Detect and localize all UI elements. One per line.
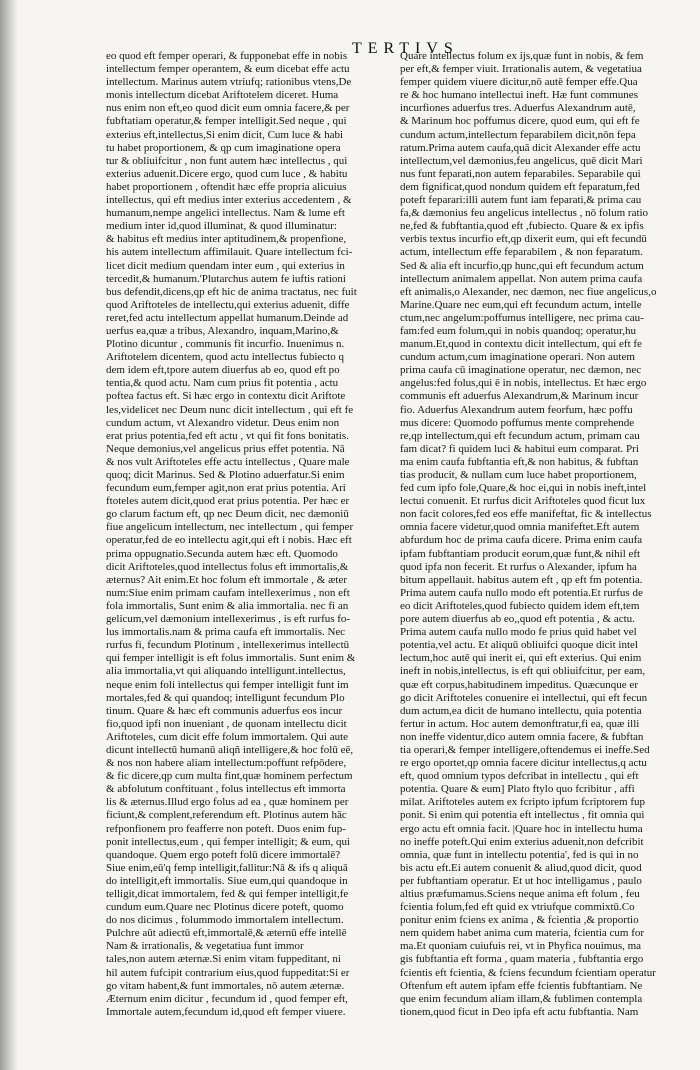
text-line: potentia. Quare & eum] Plato ftylo quo fcribitur , affi [400, 783, 635, 796]
text-line: intellectus, qui eft medius inter exterius accedentem , & [106, 194, 352, 207]
text-line: fio,quod ipfi non inueniant , de quonam intellectu dicit [106, 717, 347, 730]
text-line: cundum actum,intellectum feparabilem dicit,nōn fepa [400, 128, 636, 141]
text-line: bis actu eft.Ei autem conuenit & aliud,quod dicit, quod [400, 861, 642, 874]
text-line: quæ eft corpus,habitudinem impeditus. Quæcunque er [400, 678, 638, 691]
text-line: poteft feparari:illi autem funt iam feparati,& prima cau [400, 194, 642, 207]
text-line: hil autem fufcipit contrarium eius,quod fuppeditat:Si er [106, 966, 350, 979]
text-line: go vitam habent,& funt immortales, nō autem æternæ. [106, 979, 345, 992]
text-line: habet proportionem , oftendit hæc effe propria alicuius [106, 180, 347, 193]
text-line: fecundum eum,femper agit,non erat prius potentia. Ari [106, 482, 346, 495]
text-line: tias producit, & nullam cum luce habet proportionem, [400, 469, 637, 481]
text-line: mortales,fed & qui quandoq; intelligunt fecundum Plo [106, 691, 345, 704]
text-line: fubftatiam operatur,& femper intelligit.Sed neque , qui [106, 115, 347, 128]
text-line: tercedit,& humanum.'Plutarchus autem fe iuftis rationi [106, 272, 346, 285]
text-line: angelus:fed folus,qui ē in nobis, intellectus. Et hæc ergo [400, 377, 647, 390]
text-line: eft animalis,o Alexander, nec dæmon, nec fiue angelicus,o [400, 285, 657, 298]
text-line: ne,fed & fubftantia,quod eft ,fubiecto. Quare & ex ipfis [400, 220, 644, 233]
text-line: num:Siue enim primam caufam intellexerimus , non eft [106, 586, 350, 599]
text-line: nem quidem habet anima cum materia, fcientia cum for [400, 927, 645, 940]
text-line: exterius aduenit.Dicere ergo, quod cum luce , & habitu [106, 167, 348, 180]
text-line: & habitus eft medius inter aptitudinem,& propenfione, [106, 233, 347, 246]
text-line: Nam & irrationalis, & vegetatiua funt immor [106, 940, 304, 953]
text-line: pore autem diuerfus ab eo,,quod eft potentia , & actu. [400, 613, 635, 626]
text-line: qui femper intelligit is eft folus immortalis. Sunt enim & [106, 652, 356, 665]
text-line: verbis textus incurfio eft,qp dixerit eum, qui eft fecundū [400, 233, 647, 246]
text-line: lis & æternus.Illud ergo folus ad ea , quæ hominem per [106, 796, 349, 809]
text-line: incurfiones aduerfus tres. Aduerfus Alexandrum autē, [400, 102, 636, 115]
text-line: & abfolutum conftituant , folus intellectus eft immorta [106, 783, 346, 796]
text-line: lectum,hoc autē qui inerit ei, qui eft exterius. Qui enim [400, 652, 642, 665]
text-line: tia operari,& femper intelligere,oftendemus ei ineffe.Sed [400, 743, 650, 756]
text-line: potentia,vel actu. Et aliquū obliuifci quoque dicit intel [400, 639, 638, 652]
text-line: re,qp intellectum,qui eft fecundum actum, primam cau [400, 429, 640, 442]
text-line: ponitur enim fciens ex anima , & fcientia ,& proportio [400, 914, 639, 927]
text-line: & nos non habere aliam intellectum:poffunt refpōdere, [106, 757, 347, 770]
text-line: quandoque. Quem ergo poteft folū dicere immortalē? [106, 848, 341, 861]
text-line: lectui conuenit. Et rurfus dicit Ariftoteles quod ficut lux [400, 495, 646, 508]
text-line: quod ipfa non fecerit. Et rurfus o Alexander, ipfum ha [400, 560, 637, 573]
text-line: ftoteles autem dicit,quod erat prius potentia. Per hæc er [106, 495, 350, 508]
text-line: ineft in nobis,intellectus, is eft qui obliuifcitur, per eam, [400, 665, 646, 678]
text-line: eo quod eft femper operari, & fupponebat effe in nobis [106, 50, 348, 62]
text-line: nus enim non eft,eo quod dicit eum omnia facere,& per [106, 102, 350, 115]
text-line: re & hoc humano intellectui ineft. Hæ funt communes [400, 89, 638, 102]
text-line: rurfus fi, fecundum Plotinum , intellexerimus intellectū [106, 639, 350, 652]
text-line: his autem intellectum affimilauit. Quare intellectum fci- [106, 246, 353, 259]
text-line: bus defendit,dicens,qp eft hic de anima tractatus, nec fuit [106, 285, 357, 298]
text-line: medium inter id,quod illuminat, & quod illuminatur: [106, 220, 337, 233]
text-line: ratum.Prima autem caufa,quā dicit Alexander effe actu [400, 141, 641, 154]
text-line: ma enim caufa fubftantia eft,& non habitus, & fubftan [400, 455, 639, 468]
text-line: cundum actum, vt Alexandro videtur. Deus enim non [106, 416, 340, 429]
text-line: go clarum factum eft, qp nec Deum dicit, nec dæmoniū [106, 508, 349, 521]
text-line: prima oppugnatio.Secunda autem hæc eft. Quomodo [106, 547, 338, 560]
text-line: tentia,& quod actu. Nam cum prius fit potentia , actu [106, 377, 339, 390]
text-line: dicit Ariftoteles,quod intellectus folus eft immortalis,& [106, 560, 349, 573]
text-line: mus dicere: Quomodo poffumus mente comprehende [400, 416, 635, 429]
text-line: fcientis eft fcientia, & fciens fecundum fcientiam operatur [400, 966, 656, 979]
text-line: fiue angelicum intellectum, nec intellectum , qui femper [106, 521, 354, 534]
text-line: lus immortalis.nam & prima caufa eft immortalis. Nec [106, 626, 346, 639]
text-line: fola immortalis, Sunt enim & alia immortalia. nec fi an [106, 599, 349, 612]
text-line: tinum. Quare & hæc eft communis aduerfus eos incur [106, 704, 343, 717]
text-line: ma.Et quoniam cuiufuis rei, vt in Phyfica nouimus, ma [400, 940, 642, 953]
text-line: bitum appellauit. habitus autem eft , qp eft fm potentia. [400, 573, 643, 586]
text-line: Oftenfum eft autem ipfam effe fcientis fubftantiam. Ne [400, 979, 643, 992]
text-line: re ergo oportet,qp omnia facere dicitur intellectus,q actu [400, 757, 647, 770]
text-line: omnia, quæ funt in intellectu potentia', fed is qui in no [400, 848, 639, 861]
text-line: reret,fed actu intellectum appellat humanum.Deinde ad [106, 311, 349, 324]
text-line: tu habet proportionem, & qp cum imaginatione opera [106, 141, 341, 154]
text-line: fam dicat? fi quidem luci & habitui eum comparat. Pri [400, 442, 639, 455]
text-line: no ineffe poteft.Qui enim exterius aduenit,non defcribit [400, 835, 644, 848]
text-line: poftea factus eft. Si hæc ergo in contextu dicit Ariftote [106, 390, 346, 403]
text-line: licet dicit medium quendam inter eum , qui exterius in [106, 259, 345, 272]
text-line: fertur in actum. Hoc autem demonftratur,fi ea, quæ illi [400, 717, 640, 730]
text-line: abfurdum hoc de prima caufa dicere. Prima enim caufa [400, 534, 643, 547]
text-line: refponfionem pro feafferre non poteft. Duos enim fup- [106, 822, 346, 835]
text-line: prima caufa cū imaginatione operatur, nec dæmon, nec [400, 364, 642, 377]
text-line: Quare intellectus folum ex ijs,quæ funt in nobis, & fem [400, 50, 644, 62]
text-line: per eft,& femper viuit. Irrationalis autem, & vegetatiua [400, 63, 642, 76]
page-gutter-shadow [0, 0, 18, 1070]
text-line: Plotino dicuntur , communis fit incurfio. Inuenimus n. [106, 338, 345, 351]
text-line: tionem,quod ficut in Deo ipfa eft actu fubftantia. Nam [400, 1005, 639, 1018]
text-line: fam:fed eum folum,qui in nobis quandoq; operatur,hu [400, 324, 637, 337]
text-line: dem fignificat,quod nondum quidem eft feparatum,fed [400, 180, 640, 193]
text-line: Ariftotelem dicentem, quod actu intellectus fubiecto q [106, 351, 344, 364]
text-line: & nos vult Ariftoteles effe actu intellectus , Quare male [106, 455, 350, 468]
text-line: Marine.Quare nec eum,qui eft fecundum actum, intelle [400, 298, 642, 311]
text-line: Ariftoteles, cum dicit effe folum immortalem. Qui aute [106, 730, 349, 743]
text-line: fa,& dæmonius feu angelicus intellectus , nō folum ratio [400, 207, 649, 220]
text-line: Æternum enim dicitur , fecundum id , quod femper eft, [106, 992, 348, 1005]
text-line: eft, quod omnium typos defcribat in intellectu , qui eft [400, 770, 639, 783]
text-line: fed cum ipfo fole,Quare,& hoc ei,qui in nobis ineft,intel [400, 482, 647, 495]
text-line: tur & obliuifcitur , non funt autem hæc intellectus , qui [106, 154, 348, 167]
text-line: ergo actu eft omnia facit. |Quare hoc in intellectu huma [400, 822, 643, 835]
text-line: femper quidem viuere dicitur,nō autē femper effe.Qua [400, 76, 638, 89]
text-line: intellectum. Marinus autem vtriufq; rationibus vtens,De [106, 76, 352, 89]
text-line: & fic dicere,qp cum multa fint,quæ hominem perfectum [106, 770, 353, 783]
text-line: nus funt feparati,non autem feparabiles. Separabile qui [400, 167, 641, 180]
text-line: intellectum animalem appellat. Non autem prima caufa [400, 272, 643, 285]
text-line: alia immortalia,vt qui aliquando intelligunt.intellectus, [106, 665, 346, 678]
text-line: ctum,nec angelum:poffumus intelligere, nec prima cau- [400, 311, 644, 324]
text-line: ponit. Si enim qui potentia eft intellectus , fit omnia qui [400, 809, 645, 822]
left-text-column [106, 50, 406, 1019]
text-line: gis fubftantia eft forma , quam materia , fubftantia ergo [400, 953, 644, 966]
text-line: dum actum,ea dicit de humano intellectu, quia potentia [400, 704, 642, 717]
text-line: non ineffe videntur,dico autem omnia facere, & fubftan [400, 730, 644, 743]
text-line: cundum eum.Quare nec Plotinus dicere poteft, quomo [106, 901, 344, 914]
text-line: do nos dicimus , folummodo immortalem intellectum. [106, 914, 344, 927]
text-line: operatur,fed de eo intellectu agit,qui eft i nobis. Hæc eft [106, 534, 352, 547]
text-line: erat prius potentia,fed eft actu , vt qui fit fons bonitatis. [106, 429, 349, 442]
text-line: les,videlicet nec Deum nunc dicit intellectum , qui eft fe [106, 403, 354, 416]
text-line: quoq; dicit Marinus. Sed & Plotino aduerfatur.Si enim [106, 469, 345, 481]
text-line: non facit colores,fed eos effe manifeftat, fic & intellectus [400, 508, 652, 521]
text-line: & Marinum hoc poffumus dicere, quod eum, qui eft fe [400, 115, 640, 128]
text-line: monis intellectum dicebat Ariftotelem diceret. Huma [106, 89, 339, 102]
text-line: fio. Aduerfus Alexandrum autem feorfum, hæc poffu [400, 403, 633, 416]
text-line: Prima autem caufa nullo modo eft potentia.Et rurfus de [400, 586, 643, 599]
text-line: Immortale autem,fecundum id,quod eft femper viuere. [106, 1005, 346, 1018]
text-line: eo dicit Ariftoteles,quod fubiecto quidem idem eft,tem [400, 599, 640, 612]
text-line: communis eft aduerfus Alexandrum,& Marinum incur [400, 390, 639, 403]
text-line: quod Ariftoteles de intellectu,qui exterius aduenit, diffe [106, 298, 350, 311]
text-line: que enim fecundum aliam illam,& fublimen contempla [400, 992, 643, 1005]
text-line: manum.Et,quod in contextu dicit intellectum, qui eft fe [400, 338, 642, 351]
text-line: altius præfumamus.Sciens neque anima eft folum , feu [400, 888, 640, 900]
text-line: ponit intellectus,eum , qui femper intelligit; & eum, qui [106, 835, 351, 848]
text-line: go dicit Ariftoteles conuenire ei intellectui, qui eft fecun [400, 691, 648, 704]
text-line: Siue enim,eū'q femp intelligit,fallitur:Nā & ifs q aliquā [106, 861, 348, 874]
text-line: intellectum,vel dæmonius,feu angelicus, quē dicit Mari [400, 154, 643, 167]
text-line: dem idem eft,tpore autem diuerfus ab eo, quod eft po [106, 364, 340, 377]
text-line: humanum,nempe angelici intellectus. Nam & lume eft [106, 207, 345, 220]
text-line: per fubftantiam operatur. Et ut hoc intelligamus , paulo [400, 874, 642, 887]
text-line: ipfam fubftantiam producit eorum,quæ funt,& nihil eft [400, 547, 641, 560]
running-head: TERTIVS [352, 40, 459, 57]
text-line: do intelligit,eft immortalis. Siue eum,qui quandoque in [106, 874, 348, 887]
text-line: omnia facere videtur,quod omnia manifeftet.Eft autem [400, 521, 640, 534]
text-line: actum, intellectum effe feparabilem , & non feparatum. [400, 246, 643, 259]
text-line: exterius eft,intellectus,Si enim dicit, Cum luce & habi [106, 128, 344, 141]
text-line: uerfus ea,quæ a tribus, Alexandro, inquam,Marino,& [106, 324, 339, 337]
right-text-column [400, 50, 686, 1019]
text-line: milat. Ariftoteles autem ex fcripto ipfum fcriptorem fup [400, 796, 645, 809]
text-line: fcientia folum,fed eft quid ex vtriufque commixtū.Co [400, 901, 635, 914]
text-line: intellectum femper operantem, & eum dicebat effe actu [106, 63, 350, 76]
text-line: Neque demonius,vel angelicus prius effet potentia. Nā [106, 442, 345, 455]
text-line: dicunt intellectū humanū aliqñ intelligere,& hoc folū eē, [106, 743, 354, 756]
text-line: neque enim foli intellectus qui femper intelligit funt im [106, 678, 349, 691]
text-line: Prima autem caufa nullo modo fe prius quid habet vel [400, 626, 637, 639]
text-line: telligit,dicat immortalem, fed & qui femper intelligit,fe [106, 888, 349, 900]
text-line: Pulchre aūt adiectū eft,immortalē,& æternū effe intellē [106, 927, 347, 940]
text-line: Sed & alia eft incurfio,qp hunc,qui eft fecundum actum [400, 259, 644, 272]
text-line: cundum actum,cum imaginatione operari. Non autem [400, 351, 635, 364]
text-line: ficiunt,& complent,referendum eft. Plotinus autem hāc [106, 809, 347, 822]
text-line: gelicum,vel dæmonium intellexerimus , is eft rurfus fo- [106, 613, 351, 626]
text-line: æternus? Ait enim.Et hoc folum eft immortale , & æter [106, 573, 348, 586]
text-line: tales,non autem æternæ.Si enim vitam fuppeditant, ni [106, 953, 341, 966]
